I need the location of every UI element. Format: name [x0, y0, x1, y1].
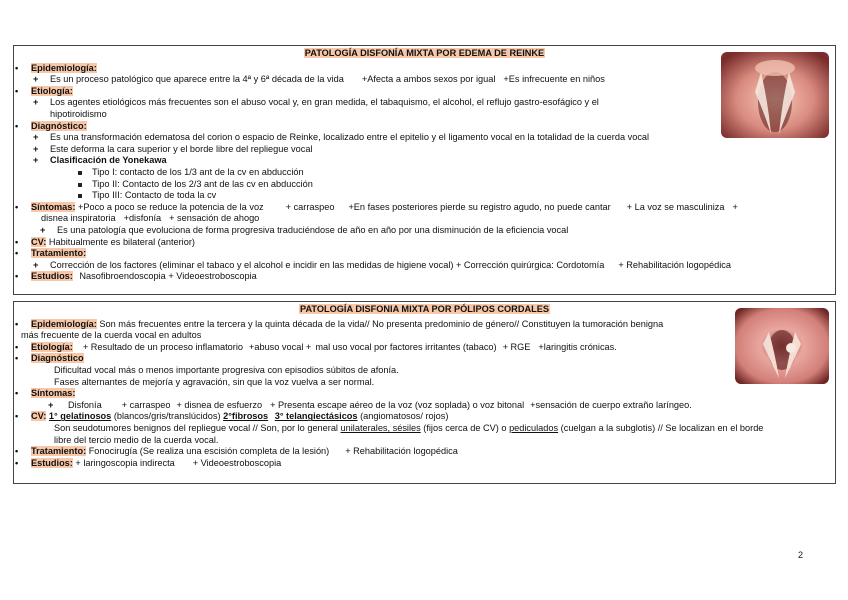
reinke-studies-row: • Estudios: Nasofibroendoscopia + Videoestroboscopia: [14, 271, 835, 283]
laryngoscopy-photo-1: [721, 52, 829, 138]
laryngoscopy-photo-2: [735, 308, 829, 384]
polyps-title: PATOLOGÍA DISFONIA MIXTA POR PÓLIPOS CORDALES: [300, 304, 549, 314]
polyps-symptoms-heading: • Síntomas:: [14, 388, 835, 400]
page-number: 2: [797, 550, 803, 561]
polyps-treatment-row: • Tratamiento: Fonocirugía (Se realiza una escisión completa de la lesión) + Rehabilitación logopédica: [14, 446, 835, 458]
reinke-treatment-item: + Corrección de los factores (eliminar el tabaco y el alcohol e incidir en las medidas de higiene vocal) + Corrección quirúrgica: Cordotomía + Rehabilitación logopédica: [33, 259, 731, 270]
polyps-symptoms-item: + Disfonía + carraspeo + disnea de esfuerzo + Presenta escape aéreo de la voz (voz soplada) o voz bitonal +sensación de cuerpo extraño laríngeo.: [48, 399, 692, 410]
reinke-symptoms-row: • Síntomas: +Poco a poco se reduce la potencia de la voz + carraspeo +En fases posteriores pierde su registro agudo, no puede cantar + La voz se masculiniza +: [14, 202, 835, 214]
reinke-treatment-heading: • Tratamiento:: [14, 248, 835, 260]
reinke-edema-image: [721, 52, 829, 138]
reinke-cv-row: • CV: Habitualmente es bilateral (anterior): [14, 237, 835, 249]
reinke-epidemiology-item: + Es un proceso patológico que aparece entre la 4ª y 6ª década de la vida +Afecta a ambos sexos por igual +Es infrecuente en niños: [33, 74, 605, 85]
polyps-studies-row: • Estudios: + laringoscopia indirecta + Videoestroboscopia: [14, 458, 835, 470]
yonekawa-type-3: Tipo III: Contacto de toda la cv: [14, 190, 835, 202]
reinke-title: PATOLOGÍA DISFONÍA MIXTA POR EDEMA DE REINKE: [304, 48, 545, 58]
reinke-section: [13, 45, 836, 295]
polyps-epidemiology-row: • Epidemiología: Son más frecuentes entre la tercera y la quinta década de la vida// No presenta predominio de género// Constituyen la tumoración benigna: [14, 319, 835, 331]
reinke-diagnosis-item: + Es una transformación edematosa del corion o espacio de Reinke, localizado entre el epitelio y el ligamento vocal en la totalidad de la cuerda vocal: [33, 132, 650, 143]
polyps-cv-line-3: libre del tercio medio de la cuerda vocal.: [54, 434, 219, 445]
reinke-symptoms-cont: disnea inspiratoria +disfonía + sensación de ahogo: [41, 213, 260, 224]
reinke-yonekawa-heading: + Clasificación de Yonekawa: [33, 155, 167, 166]
polyps-cv-row: • CV: 1° gelatinosos (blancos/gris/translúcidos) 2°fibrosos 3° telangiectásicos (angiomatosos/ rojos): [14, 411, 835, 423]
reinke-epidemiology-heading: • Epidemiología:: [14, 63, 835, 75]
reinke-diagnosis-item: + Este deforma la cara superior y el borde libre del repliegue vocal: [33, 143, 313, 154]
reinke-etiology-item-cont: hipotiroidismo: [50, 108, 107, 119]
reinke-etiology-item: + Los agentes etiológicos más frecuentes son el abuso vocal y, en gran medida, el tabaquismo, el alcohol, el reflujo gastro-esofágico y el: [33, 97, 599, 108]
polyps-diagnosis-heading: • Diagnóstico: [14, 353, 835, 365]
reinke-diagnosis-heading: • Diagnóstico:: [14, 121, 835, 133]
polyps-etiology-row: • Etiología: + Resultado de un proceso inflamatorio +abuso vocal + mal uso vocal por factores irritantes (tabaco) + RGE +laringitis crónicas.: [14, 342, 835, 354]
polyps-diagnosis-line-1: Dificultad vocal más o menos importante progresiva con episodios súbitos de afonía.: [54, 364, 399, 375]
polyps-diagnosis-line-2: Fases alternantes de mejoría y agravación, sin que la voz vuelva a ser normal.: [54, 376, 375, 387]
polyps-image: [735, 308, 829, 384]
yonekawa-type-1: Tipo I: contacto de los 1/3 ant de la cv en abducción: [14, 167, 835, 179]
reinke-etiology-heading: • Etiología:: [14, 86, 835, 98]
reinke-symptoms-item: + Es una patología que evoluciona de forma progresiva traduciéndose de año en año por una disminución de la eficiencia vocal: [40, 224, 569, 235]
yonekawa-type-2: Tipo II: Contacto de los 2/3 ant de las cv en abducción: [14, 179, 835, 191]
polyps-epidemiology-cont: más frecuente de la cuerda vocal en adultos: [21, 330, 202, 341]
polyps-section: [13, 301, 836, 484]
polyps-cv-line-2: Son seudotumores benignos del repliegue vocal // Son, por lo general unilaterales, sésiles (fijos cerca de CV) o pediculados (cuelgan a la subglotis) // Se localizan en el borde: [54, 422, 764, 433]
